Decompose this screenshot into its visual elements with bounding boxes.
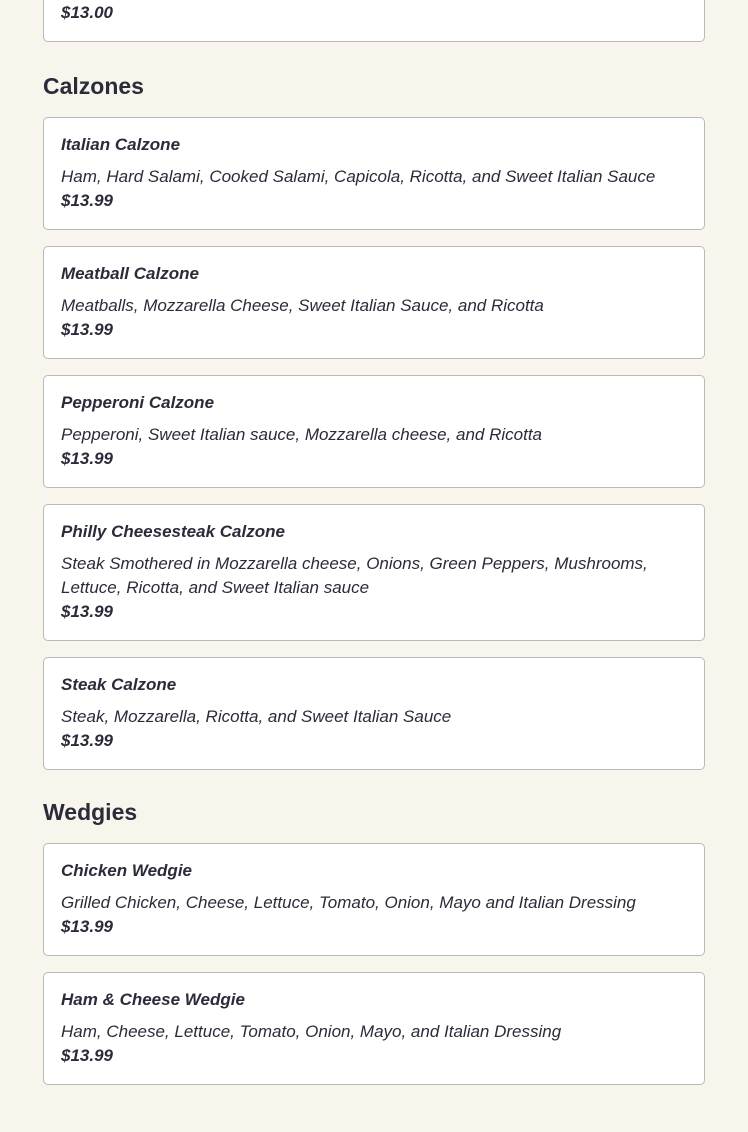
menu-item-card-italian-calzone[interactable] xyxy=(43,117,705,230)
menu-item-description: Steak, Mozzarella, Ricotta, and Sweet Italian Sauce xyxy=(61,707,452,726)
menu-item-description: Ham, Hard Salami, Cooked Salami, Capicola, Ricotta, and Sweet Italian Sauce xyxy=(61,167,656,186)
menu-item-price: $13.99 xyxy=(61,320,113,339)
menu-item-price: $13.99 xyxy=(61,191,113,210)
menu-item-price: $13.00 xyxy=(61,3,113,22)
menu-item-card-turkey[interactable] xyxy=(43,0,705,42)
menu-item-price: $13.99 xyxy=(61,602,113,621)
menu-item-card-philly-cheesesteak-calzone[interactable] xyxy=(43,504,705,641)
menu-item-price: $13.99 xyxy=(61,731,113,750)
menu-item-description: Meatballs, Mozzarella Cheese, Sweet Italian Sauce, and Ricotta xyxy=(61,296,544,315)
menu-item-card-meatball-calzone[interactable] xyxy=(43,246,705,359)
menu-item-name: Chicken Wedgie xyxy=(61,861,192,880)
menu-item-card-pepperoni-calzone[interactable] xyxy=(43,375,705,488)
menu-item-price: $13.99 xyxy=(61,1046,113,1065)
menu-page xyxy=(43,0,705,1101)
menu-item-description: Ham, Cheese, Lettuce, Tomato, Onion, Mayo, and Italian Dressing xyxy=(61,1022,562,1041)
menu-item-name: Steak Calzone xyxy=(61,675,177,694)
menu-item-description: Pepperoni, Sweet Italian sauce, Mozzarella cheese, and Ricotta xyxy=(61,425,542,444)
menu-item-card-steak-calzone[interactable] xyxy=(43,657,705,770)
section-title-calzones: Calzones xyxy=(43,73,144,99)
menu-item-price: $13.99 xyxy=(61,449,113,468)
menu-item-description: Grilled Chicken, Cheese, Lettuce, Tomato, Onion, Mayo and Italian Dressing xyxy=(61,893,636,912)
menu-item-card-ham-cheese-wedgie[interactable] xyxy=(43,972,705,1085)
menu-item-name: Ham & Cheese Wedgie xyxy=(61,990,245,1009)
menu-item-price: $13.99 xyxy=(61,917,113,936)
menu-item-name: Philly Cheesesteak Calzone xyxy=(61,522,285,541)
section-title-wedgies: Wedgies xyxy=(43,799,138,825)
menu-item-name: Italian Calzone xyxy=(61,135,181,154)
menu-item-name: Pepperoni Calzone xyxy=(61,393,215,412)
menu-item-card-chicken-wedgie[interactable] xyxy=(43,843,705,956)
menu-item-name: Meatball Calzone xyxy=(61,264,199,283)
menu-item-description: Steak Smothered in Mozzarella cheese, Onions, Green Peppers, Mushrooms, Lettuce, Ricotta, and Sweet Italian sauce xyxy=(61,554,648,597)
